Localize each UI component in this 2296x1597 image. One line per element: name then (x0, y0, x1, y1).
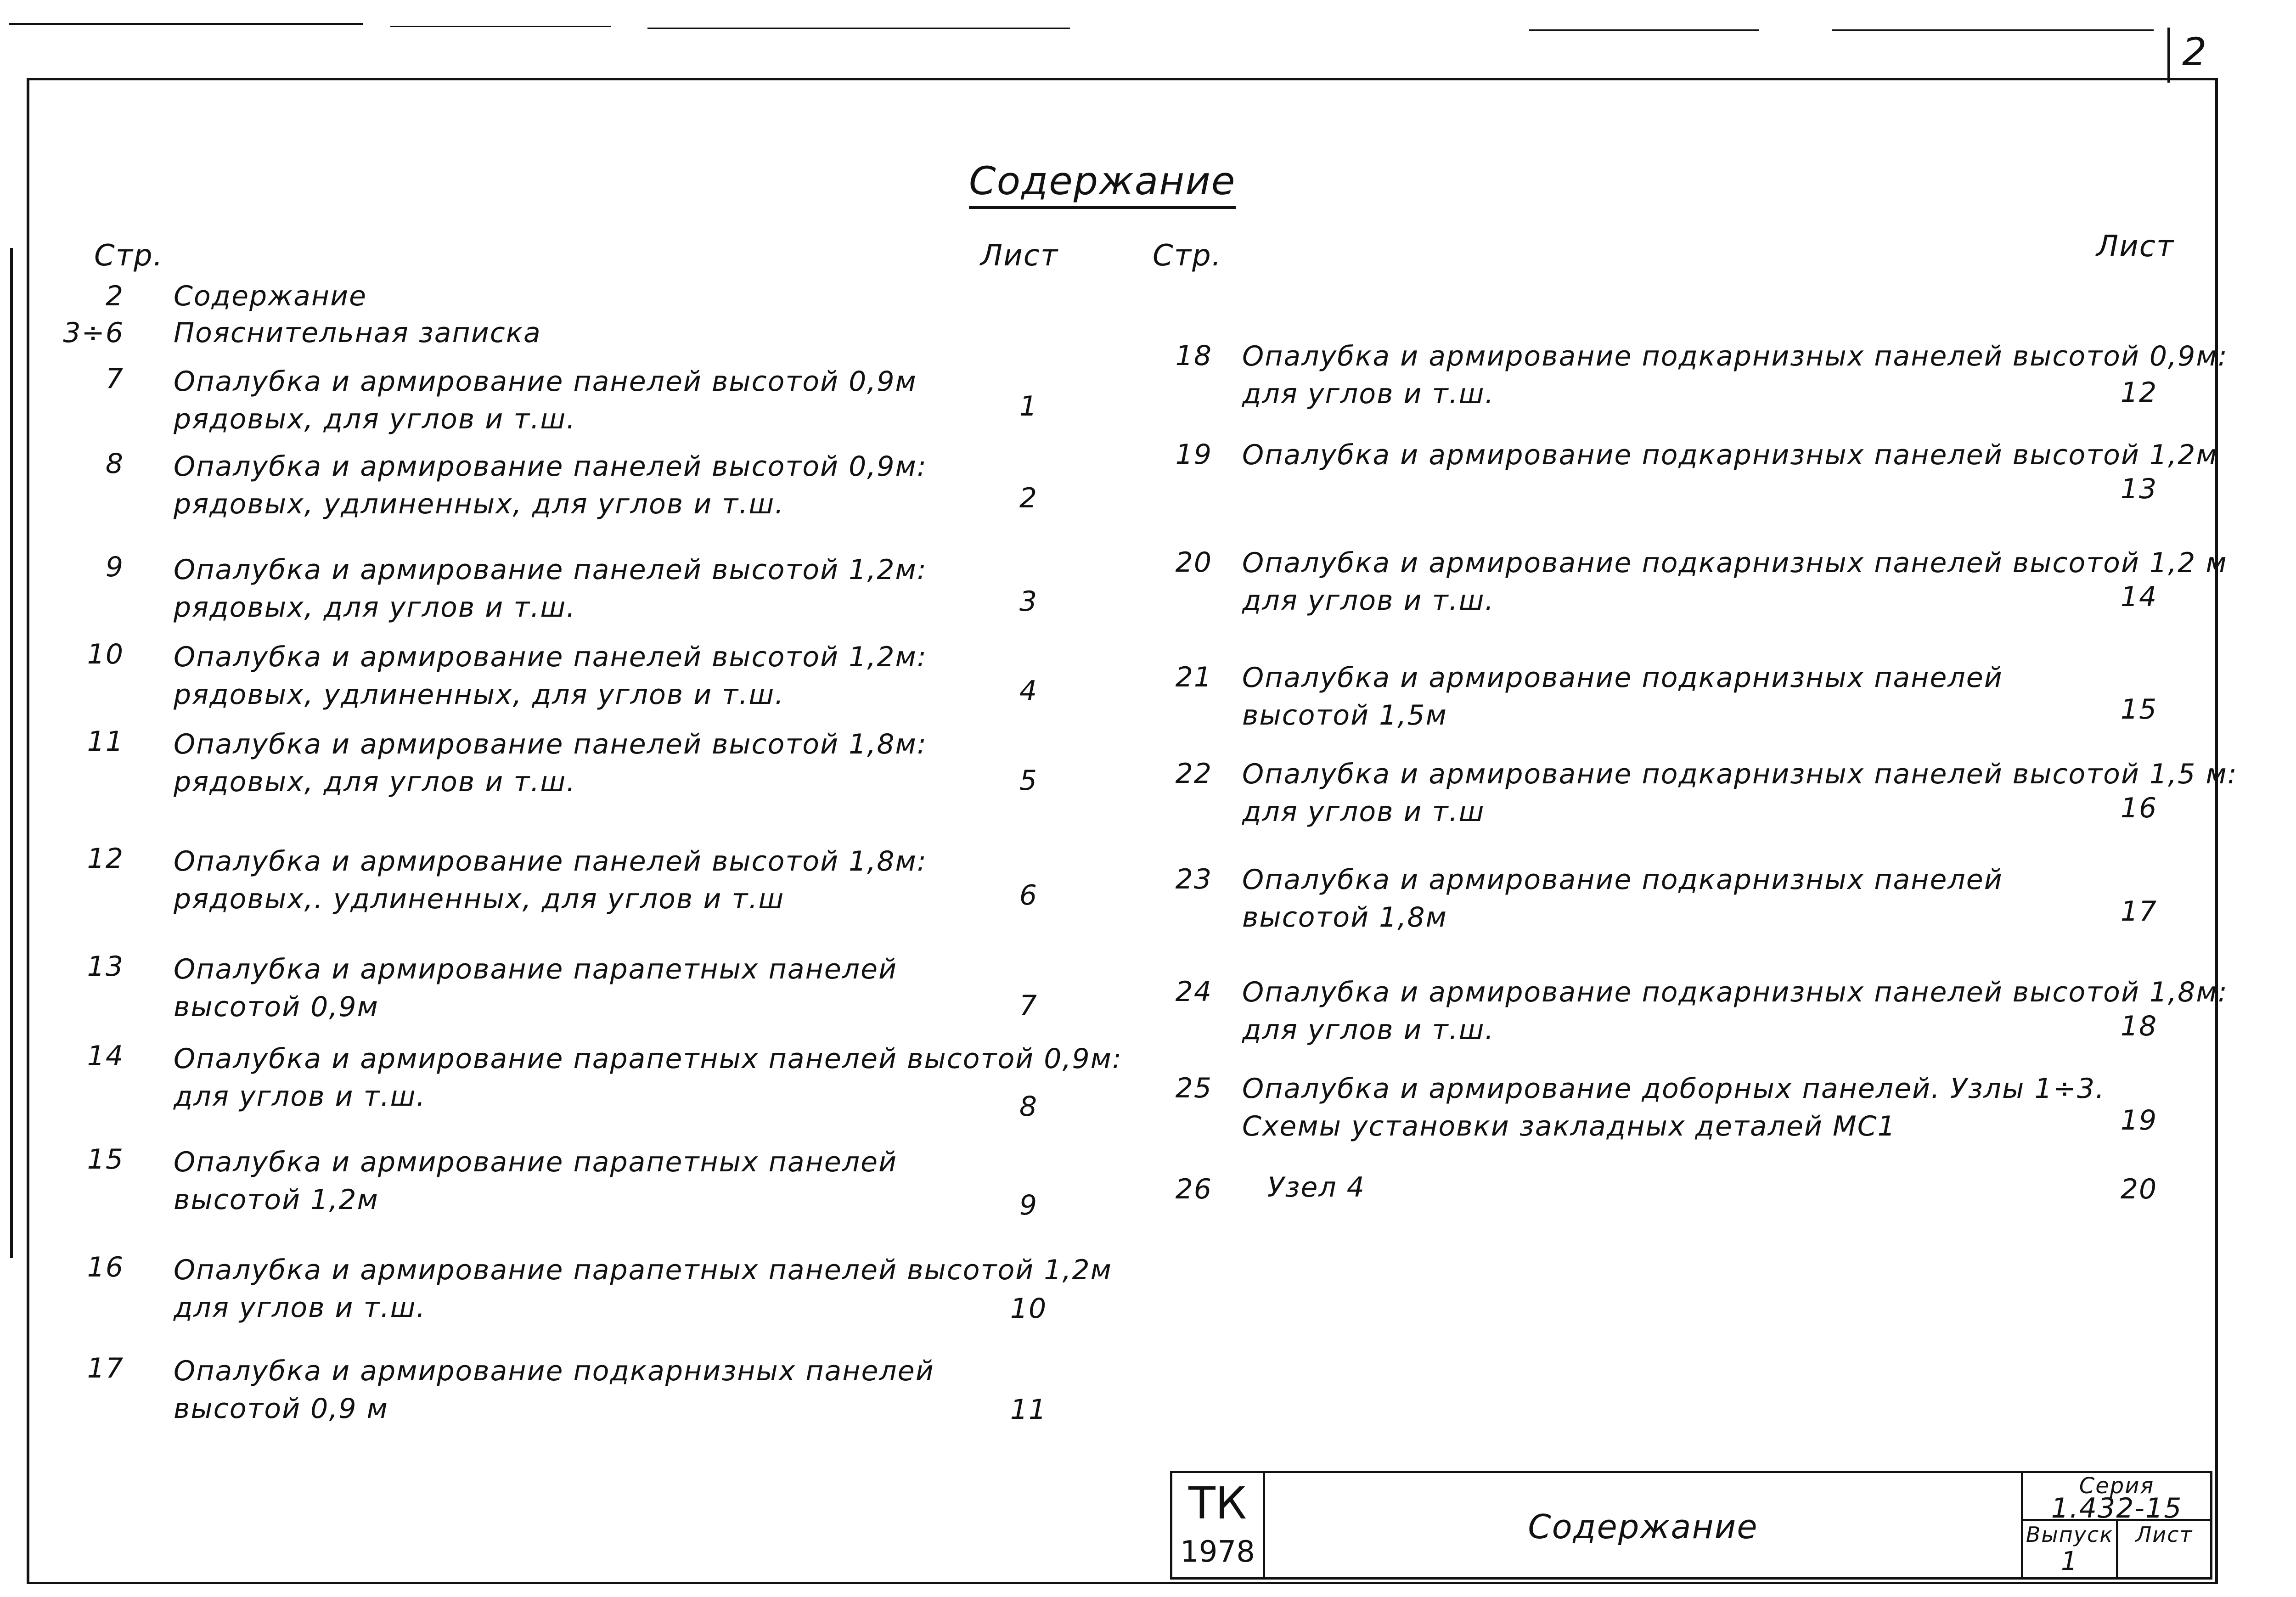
entry-title: Опалубка и армирование подкарнизных панелей высотой 1,2 м для углов и т.ш. (1242, 547, 2228, 617)
entry-title: Опалубка и армирование панелей высотой 1,2м: рядовых, удлиненных, для углов и т.ш. (174, 641, 927, 711)
entry-page: 24 (1175, 976, 1212, 1008)
stamp-series-cell (2021, 1471, 2212, 1524)
entry-title: Опалубка и армирование панелей высотой 1,2м: рядовых, для углов и т.ш. (174, 554, 927, 624)
stamp-year: 1978 (1180, 1535, 1255, 1569)
entry-title: Опалубка и армирование подкарнизных панелей высотой 1,8м (1242, 864, 2003, 933)
entry-page: 26 (1175, 1173, 1212, 1205)
entry-title: Опалубка и армирование доборных панелей. Узлы 1÷3. Схемы установки закладных деталей МС1 (1242, 1073, 2105, 1142)
stamp-org: ТК (1188, 1478, 1247, 1529)
entry-page: 16 (87, 1251, 124, 1283)
stamp-series-value: 1.432-15 (2051, 1492, 2183, 1524)
entry-title: Опалубка и армирование подкарнизных панелей высотой 1,5м (1242, 662, 2003, 731)
entry-sheet: 2 (1019, 482, 1038, 514)
entry-title: Опалубка и армирование панелей высотой 0,9м рядовых, для углов и т.ш. (174, 366, 917, 435)
entry-page: 14 (87, 1040, 124, 1072)
entry-title: Опалубка и армирование подкарнизных панелей высотой 1,8м: для углов и т.ш. (1242, 976, 2228, 1046)
entry-title: Опалубка и армирование подкарнизных панелей высотой 1,5 м: для углов и т.ш (1242, 758, 2238, 828)
entry-sheet: 7 (1019, 990, 1038, 1022)
entry-sheet: 1 (1019, 390, 1038, 422)
margin-strip (10, 248, 13, 1258)
top-rule (1832, 29, 2154, 31)
title-block (1170, 1471, 2212, 1580)
top-rule (647, 28, 1070, 29)
entry-sheet: 11 (1010, 1394, 1047, 1426)
entry-sheet: 16 (2120, 792, 2158, 824)
left-sheet-header: Лист (980, 239, 1059, 273)
entry-sheet: 14 (2120, 581, 2158, 613)
entry-sheet: 17 (2120, 895, 2158, 928)
entry-page: 15 (87, 1143, 124, 1175)
entry-sheet: 9 (1019, 1189, 1038, 1221)
stamp-sheet-cell (2116, 1519, 2212, 1580)
entry-page: 11 (87, 725, 124, 758)
entry-page: 8 (105, 448, 124, 480)
corner-divider (2167, 28, 2170, 83)
stamp-series-label: Серия (2079, 1473, 2155, 1499)
entry-title: Опалубка и армирование панелей высотой 1,8м: рядовых,. удлиненных, для углов и т.ш (174, 845, 927, 915)
stamp-sheet-label: Лист (2135, 1522, 2193, 1547)
entry-title: Опалубка и армирование парапетных панелей высотой 0,9м (174, 953, 897, 1023)
entry-title: Опалубка и армирование панелей высотой 0,9м: рядовых, удлиненных, для углов и т.ш. (174, 450, 927, 520)
entry-title: Опалубка и армирование парапетных панелей высотой 1,2м для углов и т.ш. (174, 1254, 1112, 1324)
top-rule (9, 23, 363, 25)
stamp-issue-value: 1 (2061, 1546, 2078, 1576)
entry-title: Опалубка и армирование панелей высотой 1,8м: рядовых, для углов и т.ш. (174, 728, 927, 798)
right-page-header: Стр. (1153, 239, 1222, 273)
entry-page: 25 (1175, 1072, 1212, 1104)
entry-title: Опалубка и армирование парапетных панелей высотой 0,9м: для углов и т.ш. (174, 1043, 1123, 1113)
entry-page: 12 (87, 843, 124, 875)
entry-page: 18 (1175, 340, 1212, 372)
entry-sheet: 4 (1019, 675, 1038, 707)
entry-sheet: 20 (2120, 1173, 2158, 1205)
entry-title: Опалубка и армирование подкарнизных панелей высотой 0,9 м (174, 1355, 934, 1425)
entry-page: 13 (87, 950, 124, 983)
entry-title: Опалубка и армирование подкарнизных панелей высотой 0,9м: для углов и т.ш. (1242, 340, 2228, 410)
entry-page: 10 (87, 638, 124, 670)
entry-page: 21 (1175, 661, 1212, 693)
entry-page: 2 (105, 280, 124, 312)
stamp-title-cell (1263, 1471, 2023, 1580)
entry-page: 19 (1175, 439, 1212, 471)
entry-sheet: 12 (2120, 377, 2158, 409)
stamp-issue-cell (2021, 1519, 2118, 1580)
entry-page: 23 (1175, 863, 1212, 895)
stamp-issue-label: Выпуск (2026, 1522, 2114, 1547)
entry-sheet: 6 (1019, 879, 1038, 911)
entry-sheet: 13 (2120, 473, 2158, 505)
entry-page: 9 (105, 551, 124, 583)
stamp-title: Содержание (1528, 1507, 1758, 1546)
entry-sheet: 10 (1010, 1293, 1047, 1325)
entry-title: Опалубка и армирование подкарнизных панелей высотой 1,2м (1242, 439, 2218, 471)
entry-sheet: 15 (2120, 693, 2158, 725)
top-rule (390, 26, 611, 27)
left-page-header: Стр. (94, 239, 163, 273)
right-sheet-header: Лист (2096, 230, 2175, 264)
entry-page: 7 (105, 363, 124, 395)
entry-page: 20 (1175, 546, 1212, 579)
entry-sheet: 3 (1019, 585, 1038, 618)
entry-sheet: 19 (2120, 1104, 2158, 1136)
entry-title: Узел 4 (1267, 1171, 1365, 1203)
top-rule (1529, 29, 1759, 31)
document-title: Содержание (969, 158, 1236, 209)
stamp-org-cell (1170, 1471, 1265, 1580)
entry-title: Пояснительная записка (174, 317, 541, 349)
entry-sheet: 8 (1019, 1091, 1038, 1123)
entry-sheet: 5 (1019, 765, 1038, 797)
entry-title: Опалубка и армирование парапетных панелей высотой 1,2м (174, 1146, 897, 1216)
entry-page: 17 (87, 1352, 124, 1384)
entry-page: 3÷6 (63, 317, 124, 349)
entry-page: 22 (1175, 758, 1212, 790)
sheet-corner-number: 2 (2182, 29, 2208, 74)
entry-title: Содержание (174, 280, 367, 312)
entry-sheet: 18 (2120, 1010, 2158, 1042)
